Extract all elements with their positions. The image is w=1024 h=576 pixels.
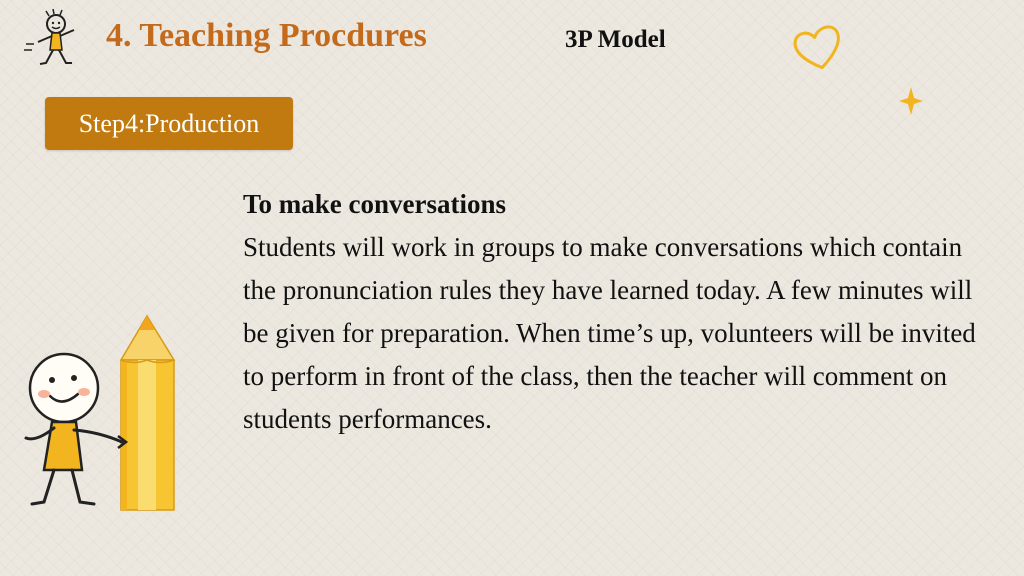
- sparkle-icon: [898, 86, 924, 116]
- step-badge: [45, 97, 293, 150]
- content-body: Students will work in groups to make conversations which contain the pronunciation rules they have learned today. A few minutes will be given for preparation. When time’s up, volunteers will be invited to perform in front of the class, then the teacher will comment on students performances.: [243, 232, 976, 434]
- pencil-mascot-icon: [14, 310, 189, 520]
- content-block: [243, 183, 983, 441]
- content-heading: To make conversations: [243, 189, 507, 219]
- slide-title: 4. Teaching Procdures: [106, 17, 427, 54]
- heart-icon: [790, 20, 846, 76]
- stick-figure-icon: [16, 8, 96, 70]
- model-label: 3P Model: [565, 26, 666, 53]
- step-badge-label: Step4:Production: [78, 108, 260, 138]
